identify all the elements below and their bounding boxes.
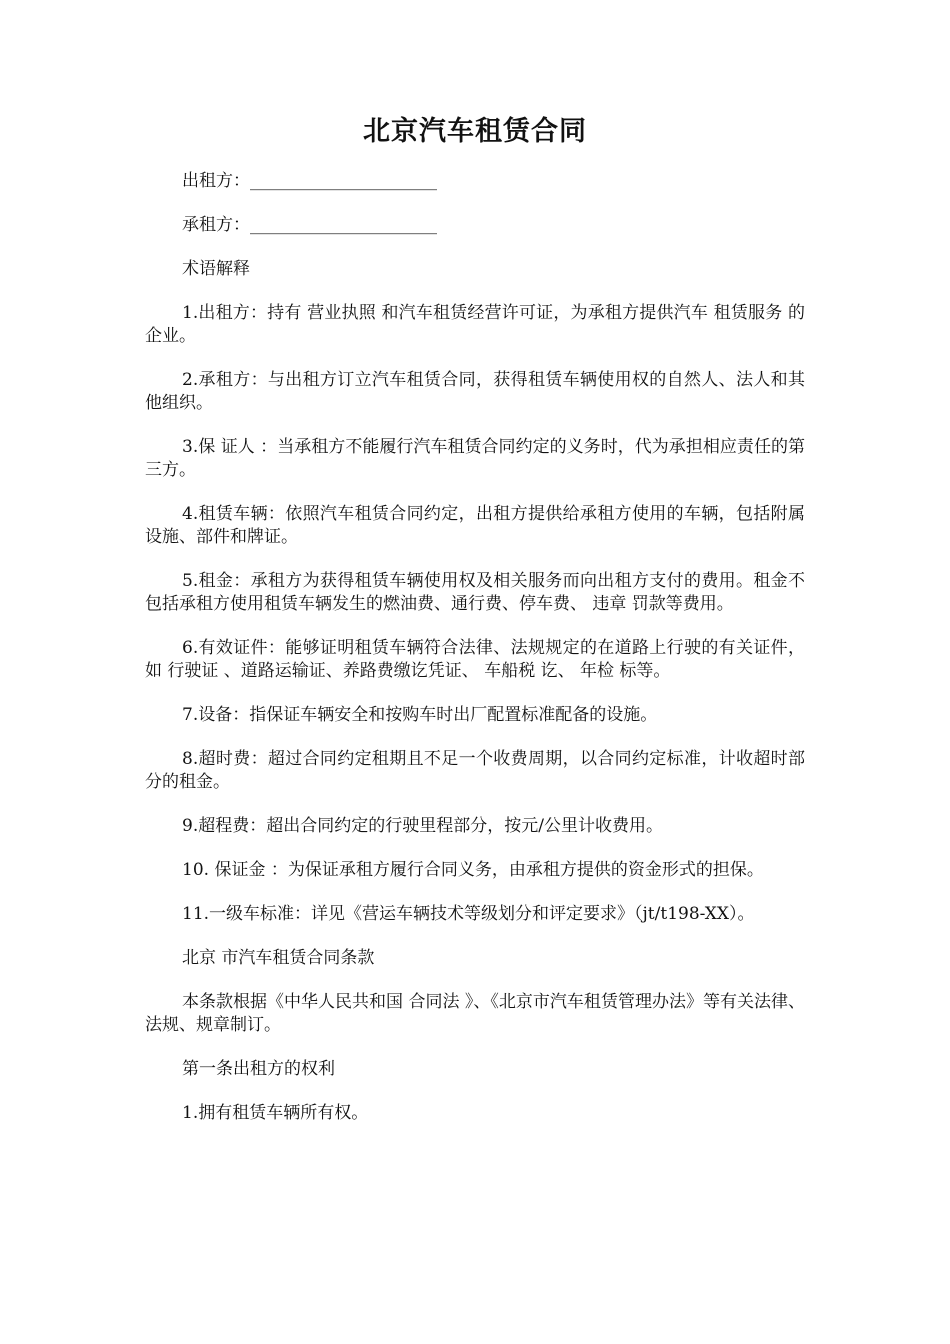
section-heading-clauses: 北京 市汽车租赁合同条款 [182, 948, 375, 968]
term-paragraph: 8.超时费：超过合同约定租期且不足一个收费周期，以合同约定标准，计收超时部分的租金。 [145, 749, 805, 792]
article-1-title: 第一条出租方的权利 [182, 1059, 335, 1079]
term-paragraph: 9.超程费：超出合同约定的行驶里程部分，按元/公里计收费用。 [182, 816, 663, 836]
clauses-intro-paragraph: 本条款根据《中华人民共和国 合同法 》、《北京市汽车租赁管理办法》等有关法律、法规、规章制订。 [145, 992, 805, 1035]
term-paragraph: 7.设备：指保证车辆安全和按购车时出厂配置标准配备的设施。 [182, 705, 658, 725]
article-1-item: 1.拥有租赁车辆所有权。 [182, 1103, 369, 1123]
section-heading-terms: 术语解释 [182, 259, 250, 279]
term-paragraph: 3.保 证人 ：当承租方不能履行汽车租赁合同约定的义务时，代为承担相应责任的第三方。 [145, 437, 805, 480]
lessee-field: 承租方：______________________ [182, 215, 437, 235]
document-body [145, 170, 805, 1146]
term-paragraph: 1.出租方：持有 营业执照 和汽车租赁经营许可证，为承租方提供汽车 租赁服务 的企业。 [145, 303, 805, 346]
term-paragraph: 10. 保证金 ：为保证承租方履行合同义务，由承租方提供的资金形式的担保。 [182, 860, 764, 880]
term-paragraph: 5.租金：承租方为获得租赁车辆使用权及相关服务而向出租方支付的费用。租金不包括承租方使用租赁车辆发生的燃油费、通行费、停车费、 违章 罚款等费用。 [145, 571, 805, 614]
lessor-field: 出租方：______________________ [182, 171, 437, 191]
term-paragraph: 11.一级车标准：详见《营运车辆技术等级划分和评定要求》（jt/t198-XX）。 [182, 904, 755, 924]
document-title: 北京汽车租赁合同 [363, 116, 587, 147]
term-paragraph: 2.承租方：与出租方订立汽车租赁合同，获得租赁车辆使用权的自然人、法人和其他组织。 [145, 370, 805, 413]
term-paragraph: 6.有效证件：能够证明租赁车辆符合法律、法规规定的在道路上行驶的有关证件，如 行驶证 、道路运输证、养路费缴讫凭证、 车船税 讫、 年检 标等。 [145, 638, 805, 681]
term-paragraph: 4.租赁车辆：依照汽车租赁合同约定，出租方提供给承租方使用的车辆，包括附属设施、部件和牌证。 [145, 504, 805, 547]
